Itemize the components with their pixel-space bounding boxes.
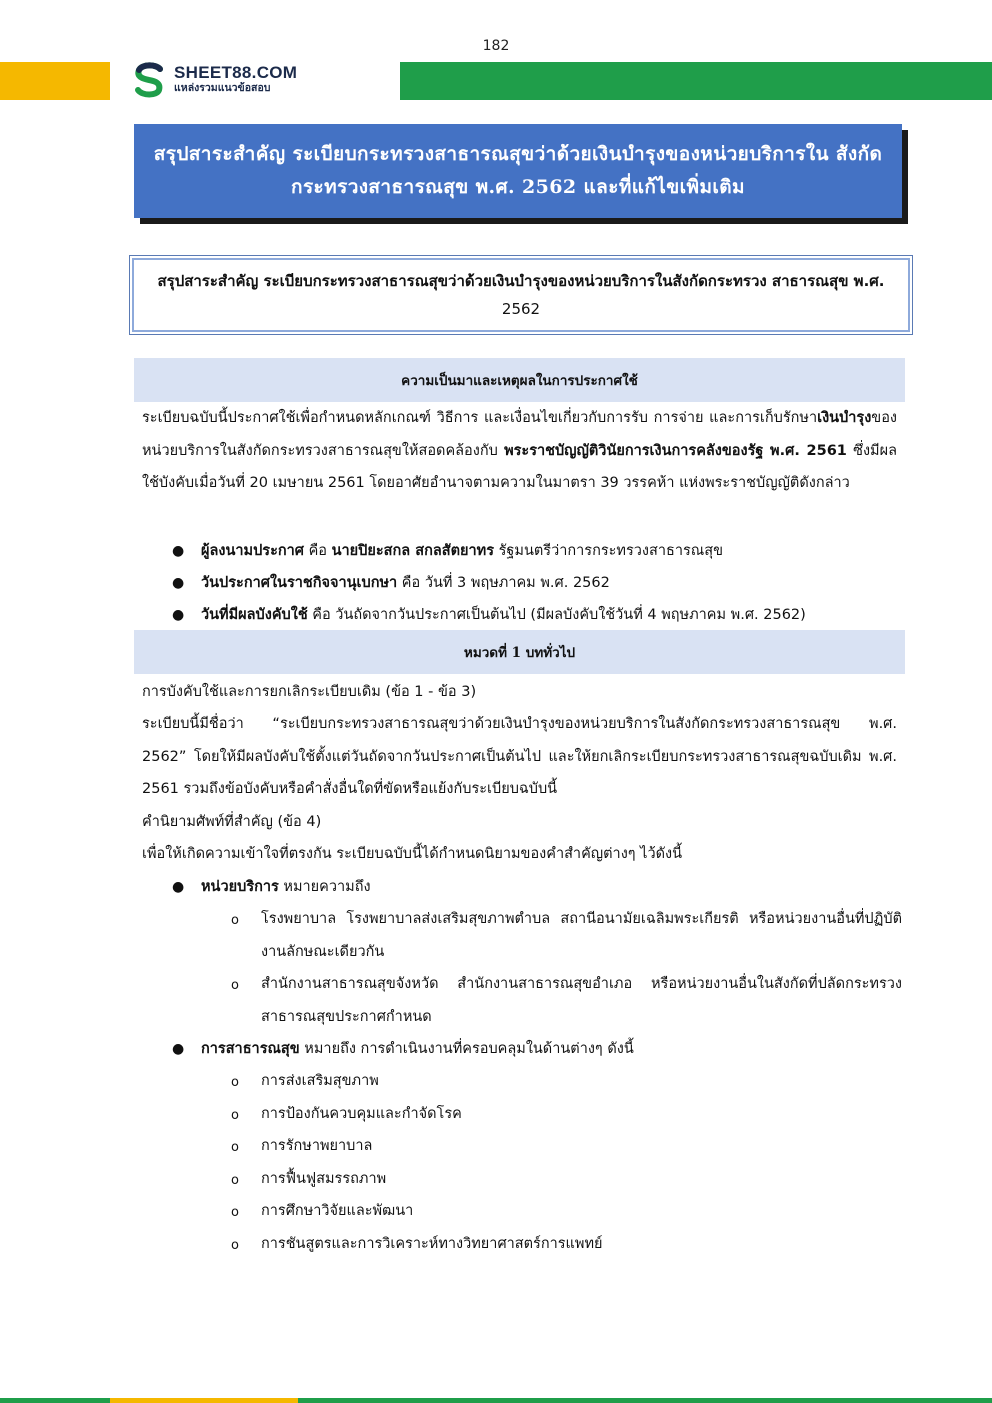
sub-list-item	[201, 1098, 902, 1131]
sub-list-item	[201, 1163, 902, 1196]
bullet-icon: ●	[172, 1041, 185, 1057]
bullet-icon: ●	[172, 575, 185, 591]
paragraph-bold: เงินบำรุง	[817, 410, 872, 426]
sub-list-item	[201, 1130, 902, 1163]
sub-list-item	[201, 1065, 902, 1098]
circle-bullet-icon: o	[231, 1075, 239, 1090]
paragraph-text: ของหน่วยบริการในสังกัดกระทรวงสาธารณสุขให้สอดคล้องกับ	[142, 410, 897, 459]
bullet-icon: ●	[172, 607, 185, 623]
sub-list-item	[201, 968, 902, 1033]
sub-item-text: การป้องกันควบคุมและกำจัดโรค	[261, 1105, 462, 1122]
sub-item-text: การส่งเสริมสุขภาพ	[261, 1073, 379, 1089]
subsection-title: คำนิยามศัพท์ที่สำคัญ (ข้อ 4)	[142, 814, 322, 830]
footer-yellow-bar	[110, 1398, 298, 1403]
document-title-banner	[134, 124, 902, 218]
page-number: 182	[482, 38, 510, 54]
sub-list-item	[201, 1195, 902, 1228]
definition-sublist	[201, 1065, 902, 1260]
paragraph-text: ระเบียบฉบับนี้ประกาศใช้เพื่อกำหนดหลักเกณฑ์ วิธีการ และเงื่อนไขเกี่ยวกับการรับ การจ่าย และการเก็บรักษา	[142, 410, 818, 426]
definition-meaning: หมายความถึง	[278, 879, 371, 895]
definition-item	[142, 871, 902, 1033]
fact-text: คือ วันถัดจากวันประกาศเป็นต้นไป (มีผลบังคับใช้วันที่ 4 พฤษภาคม พ.ศ. 2562)	[307, 607, 806, 623]
fact-text: คือ วันที่ 3 พฤษภาคม พ.ศ. 2562	[397, 575, 610, 591]
sub-list-item	[201, 903, 902, 968]
definition-term: หน่วยบริการ	[201, 879, 279, 895]
sub-item-text: การศึกษาวิจัยและพัฒนา	[261, 1203, 414, 1219]
circle-bullet-icon: o	[231, 1205, 239, 1220]
document-title: สรุปสาระสำคัญ ระเบียบกระทรวงสาธารณสุขว่าด้วยเงินบำรุงของหน่วยบริการใน สังกัดกระทรวงสาธารณสุข พ.ศ. 2562 และที่แก้ไขเพิ่มเติม	[153, 142, 883, 198]
definition-term: การสาธารณสุข	[201, 1041, 300, 1057]
site-logo	[130, 60, 297, 98]
fact-label: ผู้ลงนามประกาศ	[201, 543, 304, 559]
subtitle-plain: 2562	[501, 300, 541, 318]
bullet-icon: ●	[172, 879, 185, 895]
circle-bullet-icon: o	[231, 1237, 239, 1253]
logo-title: SHEET88.COM	[174, 62, 298, 82]
section-heading-text: ความเป็นมาและเหตุผลในการประกาศใช้	[401, 373, 638, 389]
sub-item-text: สำนักงานสาธารณสุขจังหวัด สำนักงานสาธารณสุขอำเภอ หรือหน่วยงานอื่นในสังกัดที่ปลัดกระทรวงสาธารณสุขประกาศกำหนด	[261, 976, 902, 1025]
definition-sublist	[201, 903, 902, 1033]
regulation-name-paragraph: ระเบียบนี้มีชื่อว่า “ระเบียบกระทรวงสาธารณสุขว่าด้วยเงินบำรุงของหน่วยบริการในสังกัดกระทรวงสาธารณสุข พ.ศ. 2562” โดยให้มีผลบังคับใช้ตั้งแต่วันถัดจากวันประกาศเป็นต้นไป และให้ยกเลิกระเบียบกระทรวงสาธารณสุขฉบับเดิม พ.ศ. 2561 รวมถึงข้อบังคับหรือคำสั่งอื่นใดที่ขัดหรือแย้งกับระเบียบฉบับนี้	[142, 716, 897, 797]
section-heading-background	[134, 358, 905, 402]
subtitle-bold: สรุปสาระสำคัญ ระเบียบกระทรวงสาธารณสุขว่าด้วยเงินบำรุงของหน่วยบริการในสังกัดกระทรวง สาธารณสุข พ.ศ.	[157, 271, 885, 290]
definitions-list	[142, 871, 902, 1260]
header-green-bar	[400, 62, 992, 100]
circle-bullet-icon: o	[231, 913, 239, 928]
fact-text: รัฐมนตรีว่าการกระทรวงสาธารณสุข	[494, 543, 723, 559]
sub-item-text: การฟื้นฟูสมรรถภาพ	[261, 1170, 387, 1187]
list-item	[142, 567, 902, 599]
list-item	[142, 535, 902, 567]
subsection-title: การบังคับใช้และการยกเลิกระเบียบเดิม (ข้อ 1 - ข้อ 3)	[142, 684, 477, 700]
section-heading-text: หมวดที่ 1 บททั่วไป	[463, 645, 576, 661]
act-name: พระราชบัญญัติวินัยการเงินการคลังของรัฐ พ.ศ. 2561	[504, 442, 847, 459]
list-item	[142, 599, 902, 631]
announcement-facts-list	[142, 535, 902, 631]
sheet88-logo-icon	[130, 60, 168, 98]
circle-bullet-icon: o	[231, 978, 239, 993]
paragraph-text: ซึ่งมีผลใช้บังคับเมื่อวันที่ 20 เมษายน 2561 โดยอาศัยอำนาจตามความในมาตรา 39 วรรคห้า แห่งพระราชบัญญัติดังกล่าว	[142, 442, 897, 491]
definitions-intro: เพื่อให้เกิดความเข้าใจที่ตรงกัน ระเบียบฉบับนี้ได้กำหนดนิยามของคำสำคัญต่างๆ ไว้ดังนี้	[142, 846, 683, 862]
fact-label: วันประกาศในราชกิจจานุเบกษา	[201, 575, 398, 591]
circle-bullet-icon: o	[231, 1140, 239, 1155]
definition-item	[142, 1033, 902, 1260]
bullet-icon: ●	[172, 543, 185, 559]
fact-text: คือ	[303, 543, 332, 559]
fact-label: วันที่มีผลบังคับใช้	[201, 607, 308, 623]
signer-name: นายปิยะสกล สกลสัตยาทร	[331, 543, 494, 559]
sub-list-item	[201, 1228, 902, 1261]
sub-item-text: โรงพยาบาล โรงพยาบาลส่งเสริมสุขภาพตำบล สถานีอนามัยเฉลิมพระเกียรติ หรือหน่วยงานอื่นที่ปฏิบัติงานลักษณะเดียวกัน	[261, 911, 902, 960]
sub-item-text: การรักษาพยาบาล	[261, 1138, 373, 1154]
sub-item-text: การชันสูตรและการวิเคราะห์ทางวิทยาศาสตร์การแพทย์	[261, 1235, 603, 1252]
subtitle-box	[132, 258, 910, 332]
definition-meaning: หมายถึง การดำเนินงานที่ครอบคลุมในด้านต่างๆ ดังนี้	[299, 1041, 634, 1057]
circle-bullet-icon: o	[231, 1172, 239, 1188]
subtitle-text	[151, 267, 891, 324]
header-yellow-bar	[0, 62, 110, 100]
background-paragraph	[142, 402, 897, 500]
logo-subtitle: แหล่งรวมแนวข้อสอบ	[174, 81, 271, 94]
section-heading-background	[134, 630, 905, 674]
circle-bullet-icon: o	[231, 1107, 239, 1123]
